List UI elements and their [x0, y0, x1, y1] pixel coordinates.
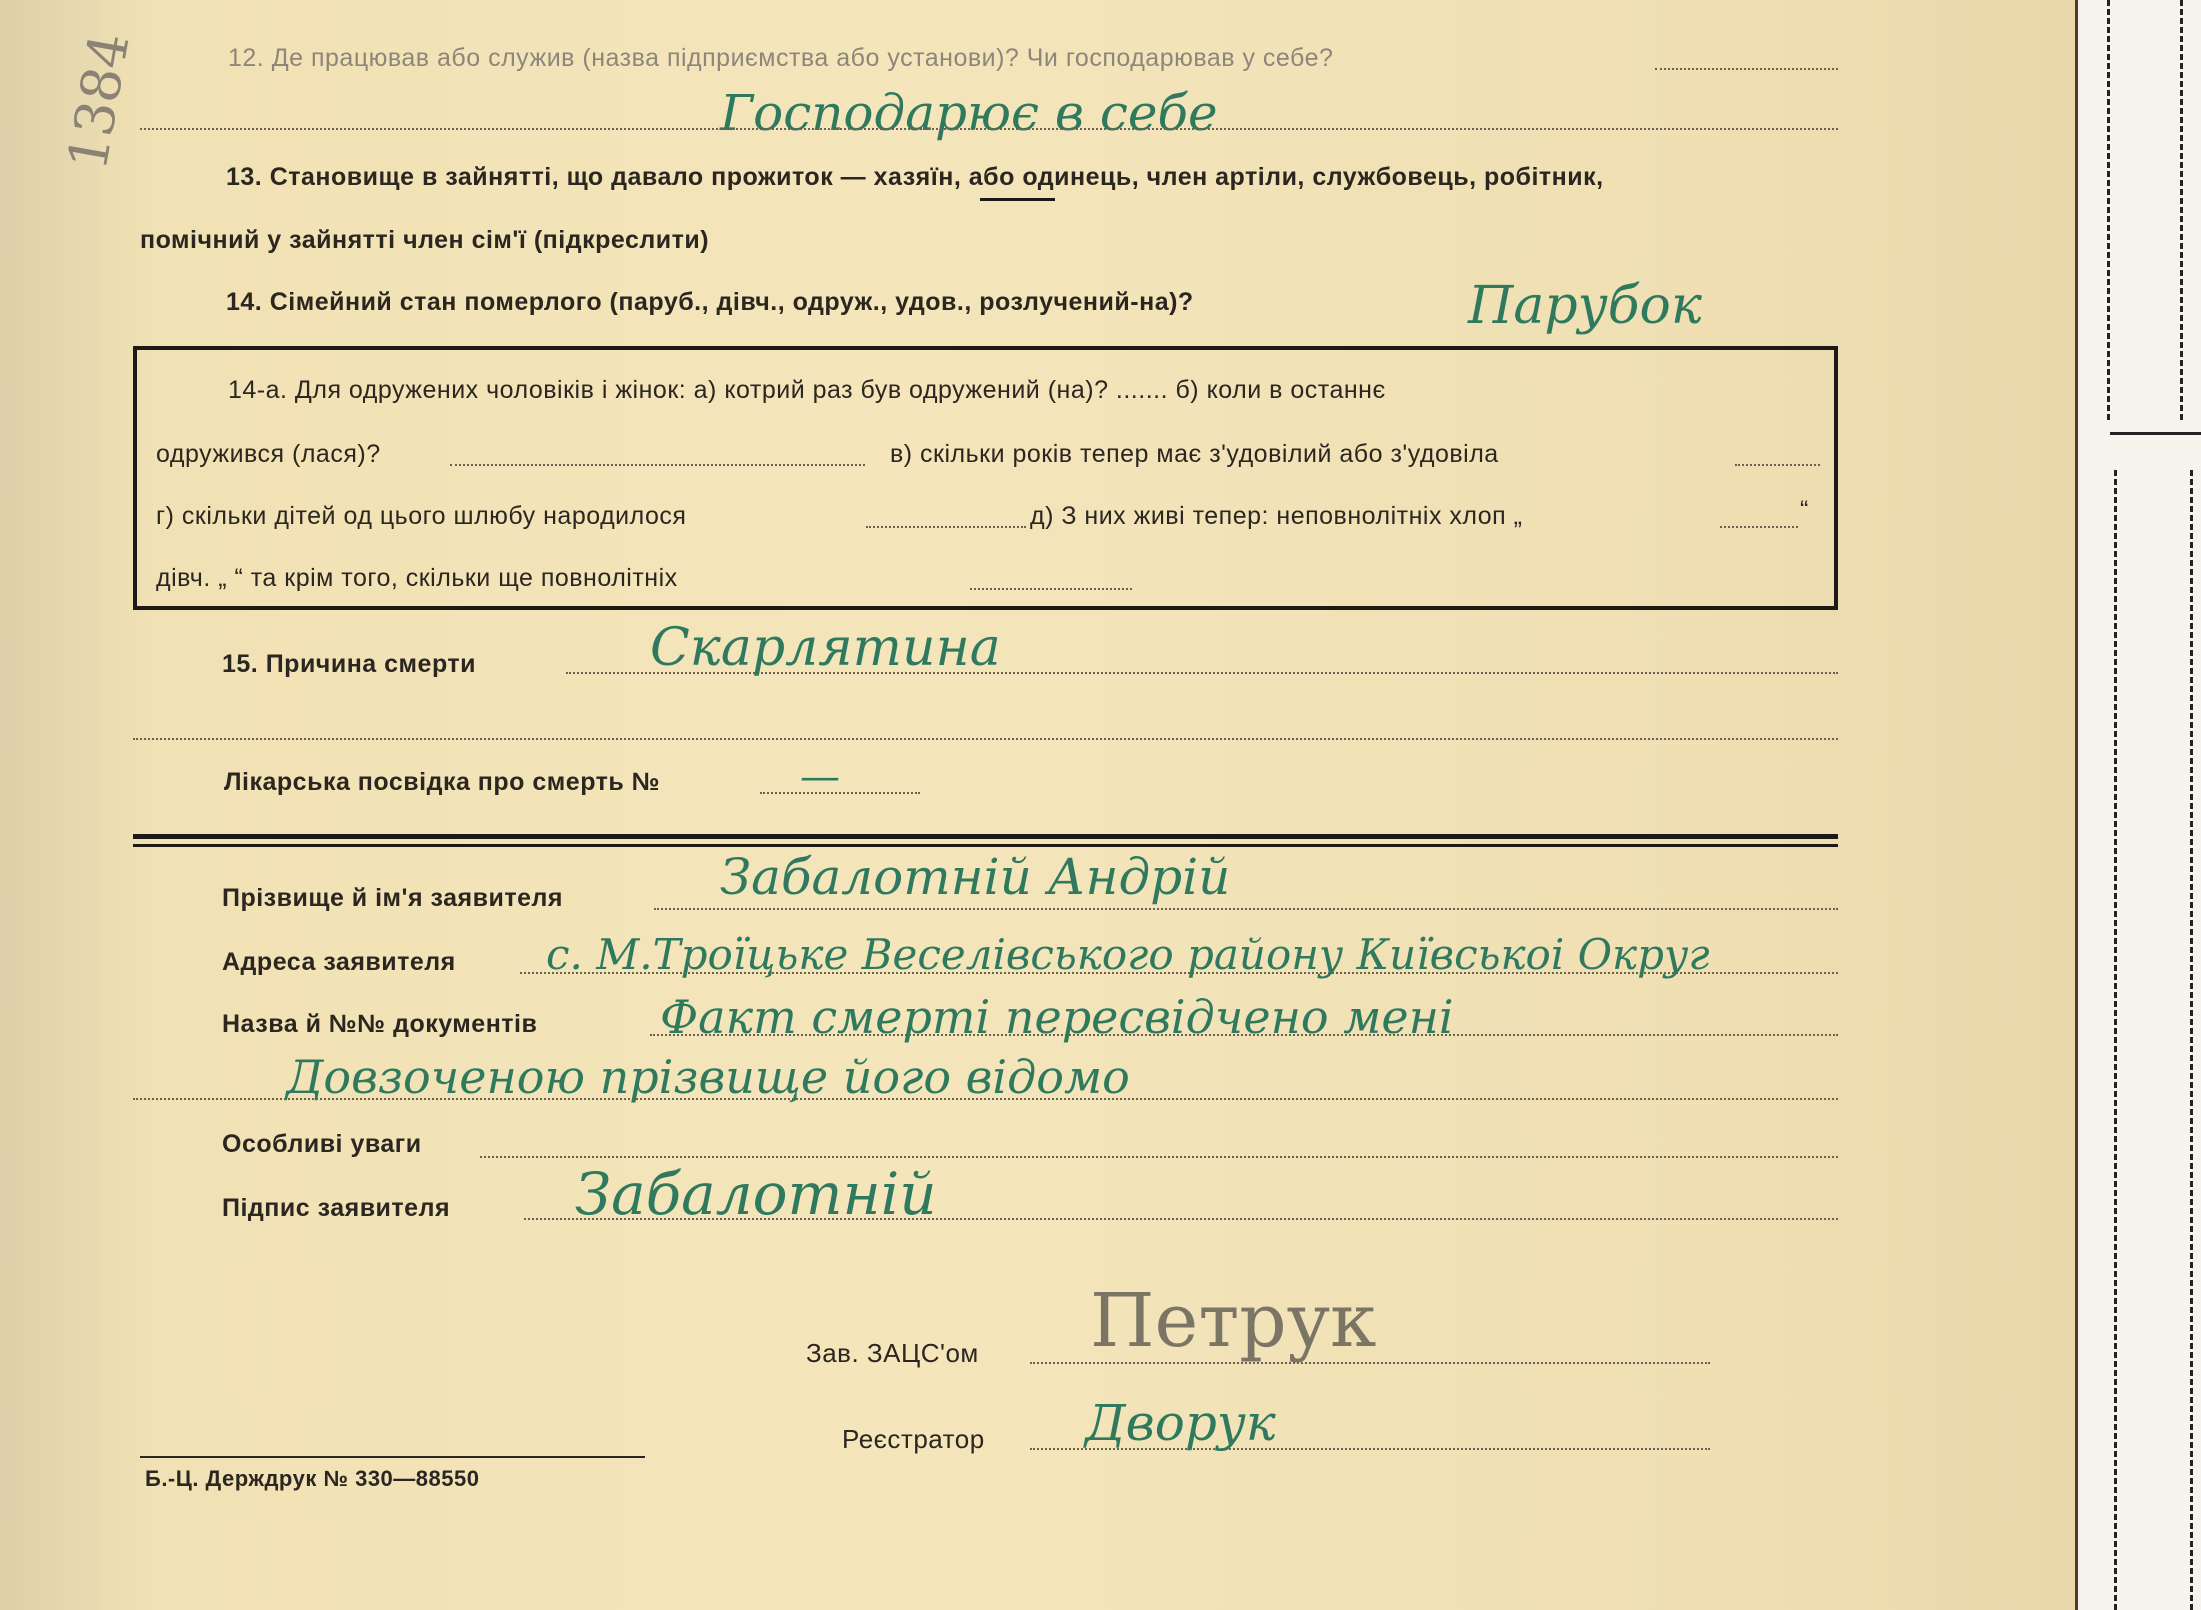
answer-line: [866, 526, 1026, 528]
answer-line: [480, 1156, 1838, 1158]
tear-line: [2190, 470, 2196, 1610]
applicant-name: Забалотній Андрій: [720, 848, 1231, 906]
answer-line: [450, 464, 865, 466]
q14a-line3c: “: [1800, 496, 1809, 524]
signature-label: Підпис заявителя: [222, 1194, 451, 1222]
applicant-address-label: Адреса заявителя: [222, 948, 456, 976]
q14-answer: Парубок: [1468, 276, 1702, 336]
registrar-signature: Дворук: [1085, 1394, 1276, 1452]
q15-label: 15. Причина смерти: [222, 650, 476, 678]
q14a-line2b: в) скільки років тепер має з'удовілий або з'удовіла: [890, 440, 1499, 468]
certificate-answer: —: [800, 754, 840, 800]
answer-line: [970, 588, 1132, 590]
printer-imprint: Б.-Ц. Держдрук № 330—88550: [145, 1466, 480, 1491]
tear-line: [2114, 470, 2120, 1610]
q14a-line1: 14-а. Для одружених чоловіків і жінок: а) котрий раз був одружений (на)? ....... б) коли в останнє: [228, 376, 1386, 404]
documents-line1: Факт смерті пересвідчено мені: [660, 990, 1454, 1044]
answer-line: [133, 738, 1838, 740]
head-label: Зав. ЗАЦС'ом: [806, 1338, 979, 1368]
applicant-name-label: Прізвище й ім'я заявителя: [222, 884, 563, 912]
section-rule: [133, 834, 1838, 839]
paper-edge-shadow: [0, 0, 100, 1610]
q12-label: 12. Де працював або служив (назва підприємства або установи)? Чи господарював у себе?: [228, 44, 1334, 72]
documents-label: Назва й №№ документів: [222, 1010, 538, 1038]
notes-label: Особливі уваги: [222, 1130, 422, 1158]
pencil-number: 1384: [55, 28, 142, 175]
strip-divider: [2110, 432, 2201, 435]
answer-line: [760, 792, 920, 794]
q14-label: 14. Сімейний стан померлого (паруб., дівч., одруж., удов., розлучений-на)?: [226, 288, 1194, 316]
q12-answer: Господарює в себе: [720, 84, 1218, 142]
answer-line: [1720, 526, 1798, 528]
section-rule: [133, 844, 1838, 847]
answer-line: [1655, 68, 1838, 70]
answer-line: [140, 128, 1838, 130]
q13-label: 13. Становище в зайнятті, що давало прожиток — хазяїн, або одинець, член артіли, службовець, робітник,: [226, 163, 1604, 191]
q14a-line3b: д) З них живі тепер: неповнолітніх хлоп „: [1030, 502, 1523, 530]
underline-mark: [980, 198, 1055, 201]
applicant-address: с. М.Троїцьке Веселівського району Київськоі Округ: [546, 930, 1710, 979]
tear-line: [2107, 0, 2113, 420]
q14a-line3a: г) скільки дітей од цього шлюбу народилося: [156, 502, 687, 530]
q14a-line2a: одружився (лася)?: [156, 440, 381, 468]
imprint-rule: [140, 1456, 645, 1458]
documents-line2: Довзоченою прізвище його відомо: [286, 1050, 1130, 1104]
applicant-signature: Забалотній: [575, 1160, 937, 1228]
q13-label-2: помічний у зайнятті член сім'ї (підкреслити): [140, 226, 710, 254]
q14a-line4: дівч. „ “ та крім того, скільки ще повнолітніх: [156, 564, 678, 592]
head-signature: Петрук: [1090, 1278, 1377, 1364]
answer-line: [1735, 464, 1820, 466]
registrar-label: Реєстратор: [842, 1424, 985, 1454]
tear-line: [2180, 0, 2186, 420]
q15-answer: Скарлятина: [650, 618, 1001, 678]
certificate-label: Лікарська посвідка про смерть №: [224, 768, 661, 796]
answer-line: [654, 908, 1838, 910]
